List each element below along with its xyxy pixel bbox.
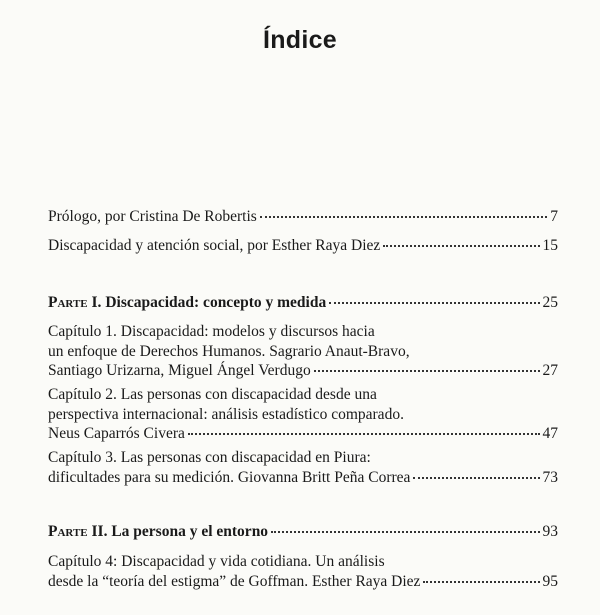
part-title: La persona y el entorno (111, 523, 269, 540)
toc-entry-title: Santiago Urizarna, Miguel Ángel Verdugo (48, 362, 311, 379)
page-number: 47 (542, 425, 558, 442)
toc-entry-title: dificultades para su medición. Giovanna Britt Peña Correa (48, 468, 411, 486)
toc-entry-line: Capítulo 1. Discapacidad: modelos y discursos hacia (48, 323, 375, 340)
toc-entry-title: Discapacidad y atención social, por Esther Raya Diez (48, 237, 381, 254)
page-number: 25 (542, 294, 558, 311)
toc-entry-line (48, 236, 558, 256)
dot-leader (260, 215, 547, 218)
toc-entry-line (48, 468, 558, 488)
dot-leader (188, 432, 540, 435)
part-label: Parte I. (48, 294, 102, 311)
page-number: 95 (542, 572, 558, 590)
page-title: Índice (262, 26, 338, 54)
page-number: 73 (542, 468, 558, 486)
dot-leader (329, 301, 539, 304)
toc-part-1[interactable] (48, 293, 558, 313)
dot-leader (271, 530, 539, 533)
toc-entry-title: desde la “teoría del estigma” de Goffman. Esther Raya Diez (48, 572, 421, 590)
part-title: Discapacidad: concepto y medida (105, 294, 327, 311)
toc-entry-line (48, 522, 558, 542)
toc-entry-prologo[interactable] (48, 207, 558, 227)
toc-entry-line (48, 293, 558, 313)
toc-chapter-3[interactable] (48, 448, 558, 487)
page-number: 93 (542, 523, 558, 540)
toc-entry-line: un enfoque de Derechos Humanos. Sagrario Anaut-Bravo, (48, 342, 410, 360)
toc-entry-line: Capítulo 2. Las personas con discapacidad desde una (48, 386, 377, 403)
toc-part-2[interactable] (48, 522, 558, 542)
toc-entry-line: perspectiva internacional: análisis estadístico comparado. (48, 405, 404, 423)
toc-chapter-2[interactable] (48, 385, 558, 444)
dot-leader (423, 580, 539, 583)
dot-leader (413, 476, 539, 479)
toc-chapter-4[interactable] (48, 552, 558, 591)
toc-entry-line (48, 207, 558, 227)
toc-entry-line: Capítulo 4: Discapacidad y vida cotidiana. Un análisis (48, 553, 385, 570)
part-label: Parte II. (48, 523, 108, 540)
toc-entry-line (48, 572, 558, 592)
toc-entry-line: Capítulo 3. Las personas con discapacidad en Piura: (48, 449, 371, 466)
toc-entry-line (48, 361, 558, 381)
dot-leader (383, 244, 539, 247)
page-number: 15 (542, 237, 558, 254)
toc-entry-introduccion[interactable] (48, 236, 558, 256)
page-number: 7 (550, 208, 558, 225)
toc-entry-title: Prólogo, por Cristina De Robertis (48, 208, 257, 225)
dot-leader (314, 369, 540, 372)
toc-entry-line (48, 424, 558, 444)
page-number: 27 (542, 362, 558, 379)
toc-entry-title: Neus Caparrós Civera (48, 425, 185, 442)
toc-chapter-1[interactable] (48, 322, 558, 381)
